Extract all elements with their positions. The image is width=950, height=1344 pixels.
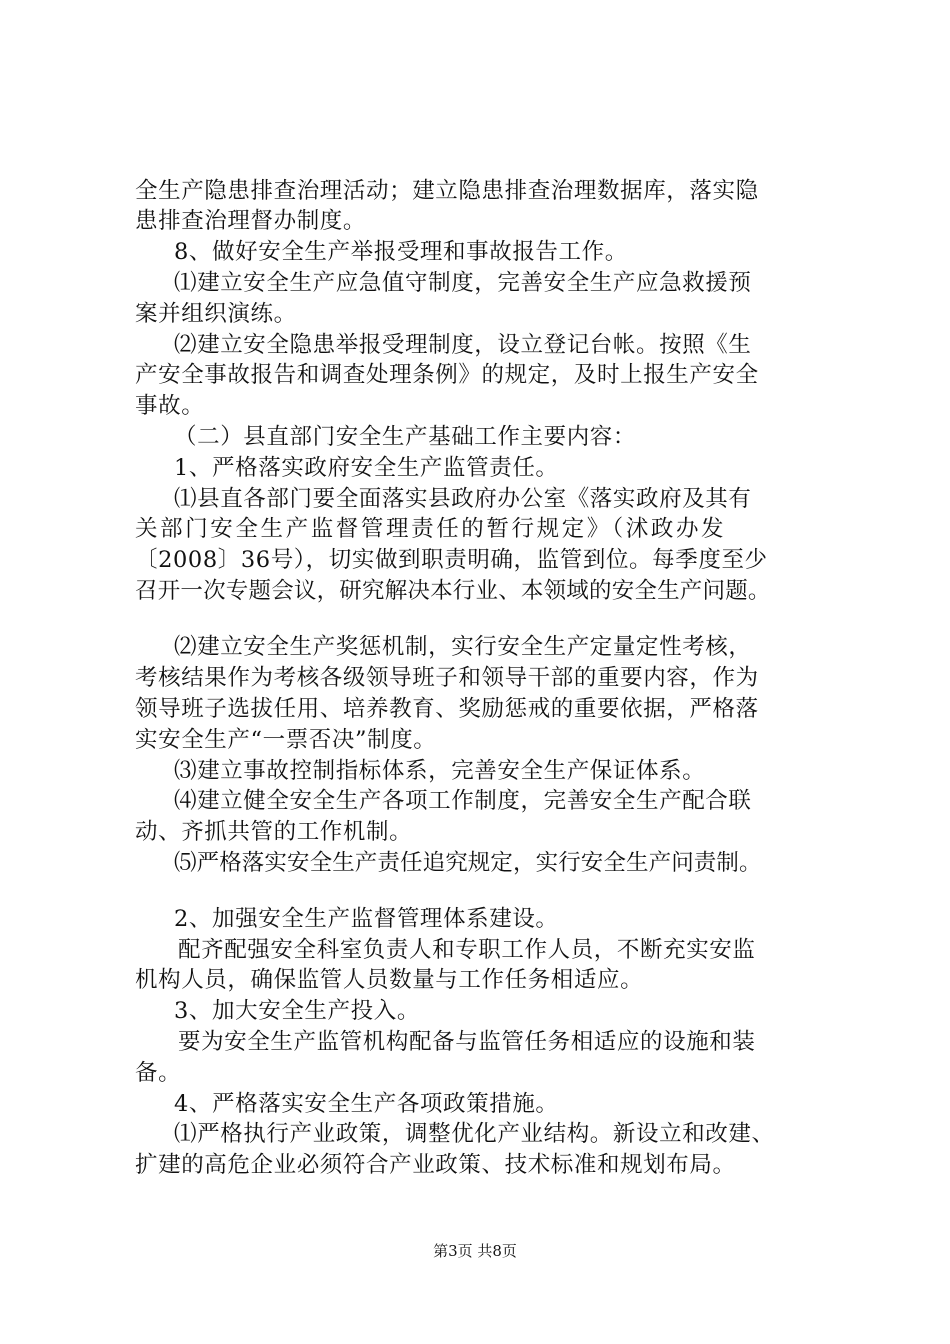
text-line: 扩建的高危企业必须符合产业政策、技术标准和规划布局。 [135, 1152, 736, 1178]
text-line: ⑶建立事故控制指标体系，完善安全生产保证体系。 [174, 758, 706, 784]
text-line: 召开一次专题会议，研究解决本行业、本领域的安全生产问题。 [135, 578, 771, 604]
text-line: ⑴建立安全生产应急值守制度，完善安全生产应急救援预 [174, 270, 752, 296]
text-line: 〔2008〕36号），切实做到职责明确，监管到位。每季度至少 [135, 547, 768, 573]
text-line: 案并组织演练。 [135, 301, 297, 327]
text-line: 关部门安全生产监督管理责任的暂行规定》（沭政办发 [135, 516, 727, 542]
text-line: 事故。 [135, 393, 205, 419]
text-line: 8、做好安全生产举报受理和事故报告工作。 [174, 239, 628, 265]
text-line: ⑷建立健全安全生产各项工作制度，完善安全生产配合联 [174, 788, 752, 814]
text-line: 产安全事故报告和调查处理条例》的规定，及时上报生产安全 [135, 362, 759, 388]
text-line: 2、加强安全生产监督管理体系建设。 [174, 906, 559, 932]
text-line: 3、加大安全生产投入。 [174, 998, 420, 1024]
text-line: 全生产隐患排查治理活动；建立隐患排查治理数据库，落实隐 [135, 178, 759, 204]
text-line: 备。 [135, 1060, 182, 1086]
page-number-footer: 第3页 共8页 [433, 1242, 517, 1260]
text-line: 考核结果作为考核各级领导班子和领导干部的重要内容，作为 [135, 665, 759, 691]
text-line: 动、齐抓共管的工作机制。 [135, 819, 413, 845]
text-line: 机构人员，确保监管人员数量与工作任务相适应。 [135, 967, 644, 993]
text-line: 配齐配强安全科室负责人和专职工作人员，不断充实安监 [178, 937, 756, 963]
text-line: ⑵建立安全生产奖惩机制，实行安全生产定量定性考核， [174, 634, 752, 660]
text-line: 要为安全生产监管机构配备与监管任务相适应的设施和装 [178, 1029, 756, 1055]
text-line: 领导班子选拔任用、培养教育、奖励惩戒的重要依据，严格落 [135, 696, 759, 722]
section-heading: （二）县直部门安全生产基础工作主要内容： [174, 424, 637, 450]
text-line: 1、严格落实政府安全生产监管责任。 [174, 455, 559, 481]
text-line: ⑴严格执行产业政策，调整优化产业结构。新设立和改建、 [174, 1121, 775, 1147]
text-line: ⑸严格落实安全生产责任追究规定，实行安全生产问责制。 [174, 850, 762, 876]
text-line: ⑴县直各部门要全面落实县政府办公室《落实政府及其有 [174, 486, 752, 512]
text-line: 4、严格落实安全生产各项政策措施。 [174, 1091, 559, 1117]
text-line: 实安全生产“一票否决”制度。 [135, 727, 437, 753]
text-line: ⑵建立安全隐患举报受理制度，设立登记台帐。按照《生 [174, 332, 752, 358]
text-line: 患排查治理督办制度。 [135, 208, 367, 234]
